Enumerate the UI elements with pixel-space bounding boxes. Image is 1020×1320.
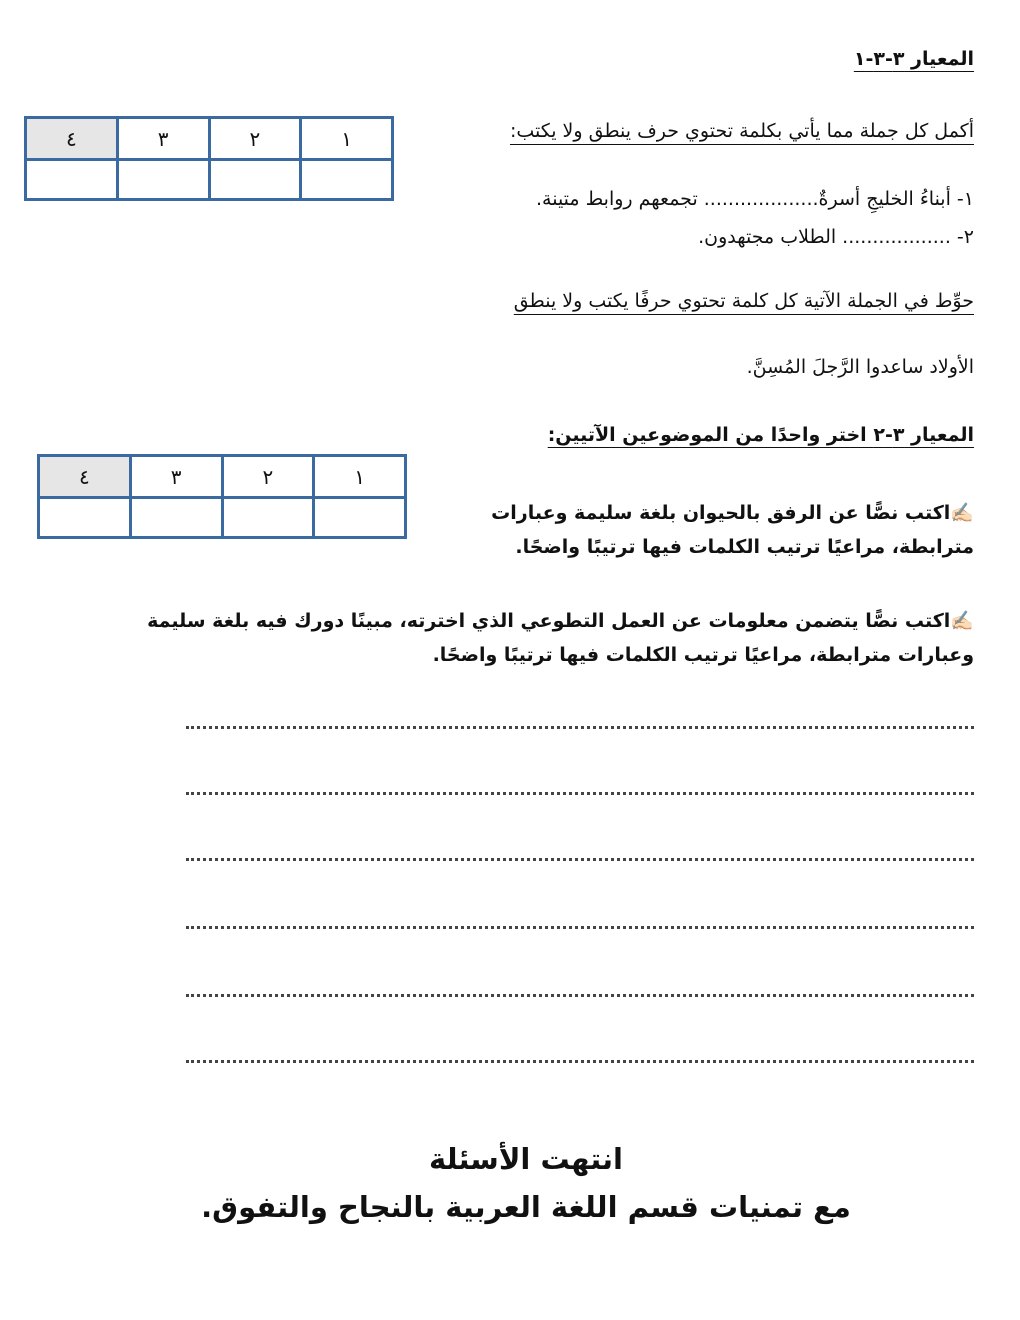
score-cell-1: ١: [314, 456, 406, 498]
pen-icon: ✍🏻: [950, 502, 974, 524]
score-cell-3: ٣: [117, 118, 209, 160]
score-cell-2: ٢: [222, 456, 314, 498]
score-table-2: [37, 454, 407, 539]
score-input-1[interactable]: [301, 160, 393, 200]
topic-2-text: اكتب نصًّا يتضمن معلومات عن العمل التطوعي الذي اخترته، مبينًا دورك فيه بلغة سليمة وعبارات مترابطة، مراعيًا ترتيب الكلمات فيها ترتيبًا واضحًا.: [147, 610, 974, 666]
score-input-2[interactable]: [209, 160, 301, 200]
instruction-complete-sentences: أكمل كل جملة مما يأتي بكلمة تحتوي حرف ينطق ولا يكتب:: [509, 120, 974, 142]
score-input-3[interactable]: [117, 160, 209, 200]
score-table-1: [24, 116, 394, 201]
closing-end-of-questions: انتهت الأسئلة: [429, 1142, 623, 1176]
answer-line[interactable]: [186, 926, 974, 929]
score-input-2[interactable]: [222, 498, 314, 538]
standard-2-heading: المعيار ٣-٢ اختر واحدًا من الموضوعين الآتيين:: [547, 424, 974, 446]
score-cell-4: ٤: [39, 456, 131, 498]
closing-wishes: مع تمنيات قسم اللغة العربية بالنجاح والتفوق.: [201, 1190, 851, 1224]
score-cell-2: ٢: [209, 118, 301, 160]
pen-icon: ✍🏻: [950, 610, 974, 632]
score-input-3[interactable]: [130, 498, 222, 538]
score-input-1[interactable]: [314, 498, 406, 538]
topic-2: [114, 604, 974, 672]
score-cell-3: ٣: [130, 456, 222, 498]
answer-line[interactable]: [186, 726, 974, 729]
answer-line[interactable]: [186, 858, 974, 861]
score-input-4[interactable]: [26, 160, 118, 200]
score-input-4[interactable]: [39, 498, 131, 538]
sentence-item-1: ١- أبناءُ الخليجِ أسرةٌ................... تجمعهم روابط متينة.: [535, 188, 974, 210]
instruction-circle-words: حوِّط في الجملة الآتية كل كلمة تحتوي حرفًا يكتب ولا ينطق: [513, 290, 974, 312]
answer-line[interactable]: [186, 792, 974, 795]
topic-1-text: اكتب نصًّا عن الرفق بالحيوان بلغة سليمة وعبارات مترابطة، مراعيًا ترتيب الكلمات فيها ترتيبًا واضحًا.: [491, 502, 974, 558]
answer-line[interactable]: [186, 994, 974, 997]
standard-1-heading: المعيار ٣-٣-١: [853, 48, 974, 70]
sentence-item-2: ٢- .................. الطلاب مجتهدون.: [698, 226, 974, 248]
answer-line[interactable]: [186, 1060, 974, 1063]
score-cell-4: ٤: [26, 118, 118, 160]
circle-sentence: الأولاد ساعدوا الرَّجلَ المُسِنَّ.: [746, 356, 974, 378]
score-cell-1: ١: [301, 118, 393, 160]
topic-1: [464, 496, 974, 564]
